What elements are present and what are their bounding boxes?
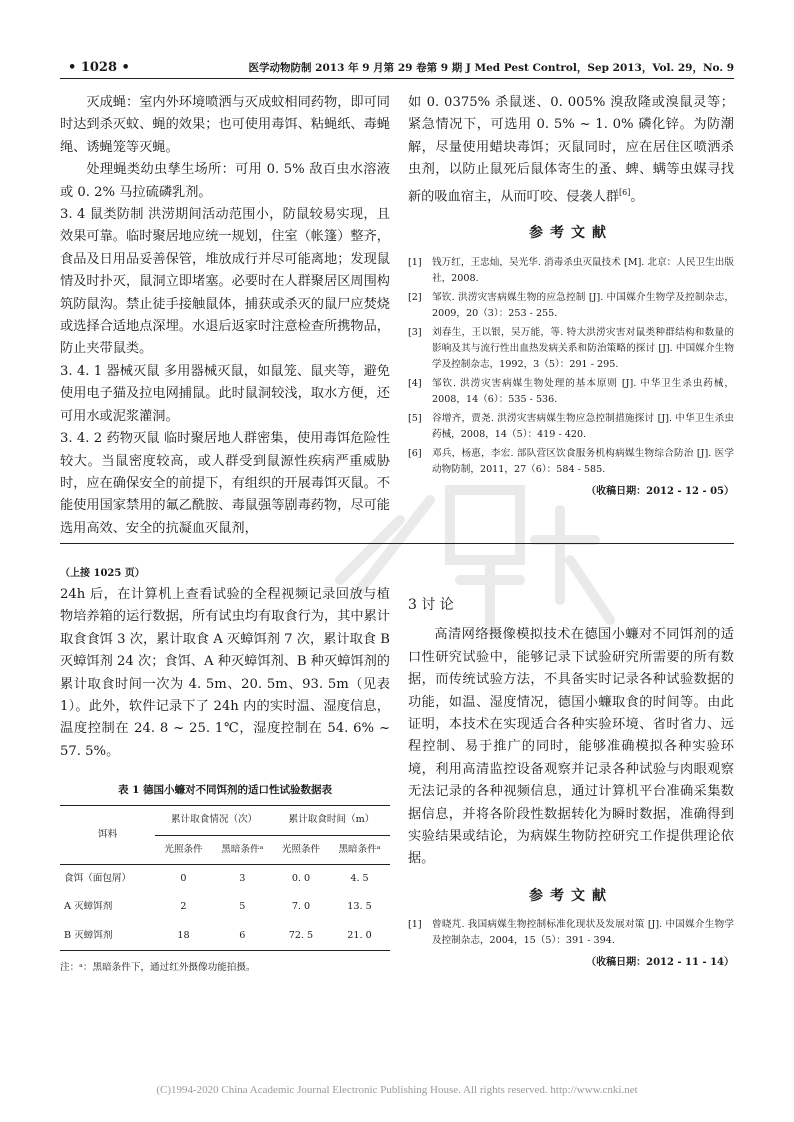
table-note: 注：ᵃ：黑暗条件下，通过红外摄像功能拍摄。	[60, 962, 256, 974]
reference-number: [1]	[408, 919, 422, 931]
reference-number: [5]	[408, 412, 422, 424]
section-3-4-2: 3. 4. 2 药物灭鼠 临时聚居地人群密集，使用毒饵危险性较大。当鼠密度较高，或人群受到鼠源性疾病严重威胁时，应在确保安全的前提下，有组织的开展毒饵灭鼠。不能使用国家禁用的氟乙酰胺、毒鼠强等剧毒药物，尽可能选用高效、安全的抗凝血灭鼠剂，	[60, 431, 390, 536]
reference-text: 刘春生，王以银，吴万能，等. 特大洪涝灾害对鼠类种群结构和数量的影响及其与流行性出血热发病关系和防治策略的探讨 [J]. 中国媒介生物学及控制杂志，1992，3（5）：291 - 295.	[432, 326, 734, 370]
table-row	[60, 893, 390, 921]
reference-number: [6]	[408, 447, 422, 459]
section-3-4-1: 3. 4. 1 器械灭鼠 多用器械灭鼠，如鼠笼、鼠夹等，避免使用电子猫及拉电网捕鼠。此时鼠洞较浅，取水方便，还可用水或泥浆灌洞。	[60, 363, 390, 424]
reference-text: 谷增齐，贾尧. 洪涝灾害病媒生物应急控制措施探讨 [J]. 中华卫生杀虫药械，2008，14（5）：419 - 420.	[432, 412, 734, 440]
reference-item	[408, 255, 734, 287]
reference-text: 邹钦. 洪涝灾害病媒生物处理的基本原则 [J]. 中华卫生杀虫药械，2008，14（6）：535 - 536.	[432, 377, 734, 405]
received-date: （收稿日期：2012 - 11 - 14）	[586, 957, 734, 969]
table-cell: 72. 5	[288, 929, 314, 941]
received-date: （收稿日期：2012 - 12 - 05）	[586, 485, 734, 497]
page-number: • 1028 •	[68, 60, 130, 75]
table-row-header: 饵料	[60, 806, 155, 865]
reference-text: 钱万红，王忠灿，吴光华. 消毒杀虫灭鼠技术 [M]. 北京：人民卫生出版社，2008.	[432, 256, 734, 284]
table-title: 表 1 德国小蠊对不同饵剂的适口性试验数据表	[117, 784, 333, 797]
table-col-header: 光照条件	[273, 835, 329, 864]
reference-number: [3]	[408, 326, 422, 338]
table-cell: 0. 0	[291, 873, 311, 885]
table-cell: 2	[180, 901, 187, 913]
lower-left-column	[60, 566, 390, 980]
table-cell: 5	[239, 901, 246, 913]
reference-item	[408, 376, 734, 408]
citation: [6]	[619, 187, 631, 197]
paragraph	[408, 92, 734, 208]
upper-left-column	[60, 92, 390, 540]
table-row-label: A 灭蟑饵剂	[64, 901, 113, 913]
paragraph: 高清网络摄像模拟技术在德国小蠊对不同饵剂的适口性研究试验中，能够记录下试验研究所需要的所有数据，而传统试验方法，不具备实时记录各种试验数据的功能，如温、湿度情况，德国小蠊取食的时间等。由此证明，本技术在实现适合各种实验环境、省时省力、远程控制、易于推广的同时，能够准确模拟各种实验环境，利用高清监控设备观察并记录各种试验与肉眼观察无法记录的各种视频信息，通过计算机平台准确采集数据信息，并将各阶段性数据转化为瞬时数据，准确得到实验结果或结论，为病媒生物防控研究工作提供理论依据。	[408, 627, 734, 867]
running-header: 医学动物防制 2013 年 9 月第 29 卷第 9 期 J Med Pest Control，Sep 2013，Vol. 29，No. 9	[248, 62, 734, 74]
table-cell: 18	[177, 929, 190, 941]
reference-item	[408, 917, 734, 949]
table-cell: 7. 0	[291, 901, 311, 913]
references-title: 参考文献	[529, 887, 613, 904]
references-title: 参考文献	[529, 225, 613, 242]
paragraph-end: 。	[630, 189, 644, 205]
table-cell: 6	[239, 929, 246, 941]
paragraph: 灭成蝇：室内外环境喷洒与灭成蚊相同药物，即可同时达到杀灭蚊、蝇的效果；也可使用毒饵、粘蝇纸、毒蝇绳、诱蝇笼等灭蝇。	[60, 95, 390, 155]
table-group-header: 累计取食时间（m）	[273, 806, 390, 835]
paragraph: 处理蝇类幼虫孳生场所：可用 0. 5% 敌百虫水溶液或 0. 2% 马拉硫磷乳剂。	[60, 162, 390, 200]
reference-item	[408, 325, 734, 373]
data-table	[60, 805, 390, 951]
table-row	[60, 865, 390, 894]
reference-number: [4]	[408, 377, 422, 389]
section-3-4: 3. 4 鼠类防制 洪涝期间活动范围小，防鼠较易实现，且效果可靠。临时聚居地应统一规划，住室（帐篷）整齐，食品及日用品妥善保管，堆放成行并尽可能离地；发现鼠情及时扑灭，鼠洞立即堵塞。必要时在人群聚居区周围构筑防鼠沟。禁止徒手接触鼠体，捕获或杀灭的鼠尸应焚烧或选择合适地点深埋。水退后返家时注意检查所携物品，防止夹带鼠类。	[60, 207, 390, 357]
header-rule	[60, 78, 734, 79]
upper-right-column	[408, 92, 734, 503]
reference-list	[408, 255, 734, 478]
table-group-header: 累计取食情况（次）	[155, 806, 273, 835]
table-cell: 0	[180, 873, 187, 885]
reference-text: 邓兵，杨惠，李宏. 部队营区饮食服务机构病媒生物综合防治 [J]. 医学动物防制，2011，27（6）：584 - 585.	[432, 447, 734, 475]
table-col-header: 光照条件	[155, 835, 211, 864]
table-col-header: 黑暗条件ᵃ	[329, 835, 390, 864]
reference-text: 邹钦. 洪涝灾害病媒生物的应急控制 [J]. 中国媒介生物学及控制杂志，2009，20（3）：253 - 255.	[432, 291, 734, 319]
reference-number: [2]	[408, 291, 422, 303]
section-heading: 3 讨 论	[408, 597, 454, 613]
reference-number: [1]	[408, 256, 422, 268]
paragraph: 24h 后，在计算机上查看试验的全程视频记录回放与植物培养箱的运行数据，所有试虫均有取食行为，其中累计取食食饵 3 次，累计取食 A 灭蟑饵剂 7 次，累计取食 B 灭蟑饵剂 24 次；食饵、A 种灭蟑饵剂、B 种灭蟑饵剂的累计取食时间一次为 4. 5m、20. 5m、93. 5m（见表 1）。此外，软件记录下了 24h 内的实时温、湿度信息，温度控制在 24. 8 ~ 25. 1℃，湿度控制在 54. 6% ~ 57. 5%。	[60, 587, 390, 759]
table-row-label: 食饵（面包屑）	[64, 873, 132, 885]
table-col-header: 黑暗条件ᵃ	[212, 835, 273, 864]
table-cell: 13. 5	[347, 901, 372, 913]
table-cell: 4. 5	[350, 873, 369, 885]
reference-text: 曾晓芃. 我国病媒生物控制标准化现状及发展对策 [J]. 中国媒介生物学及控制杂志，2004，15（5）：391 - 394.	[432, 919, 734, 947]
reference-list	[408, 917, 734, 949]
table-cell: 3	[239, 873, 246, 885]
lower-right-column	[408, 594, 734, 975]
table-row-label: B 灭蟑饵剂	[64, 929, 113, 941]
paragraph-text: 如 0. 0375% 杀鼠迷、0. 005% 溴敌隆或溴鼠灵等；紧急情况下，可选用 0. 5% ~ 1. 0% 磷化锌。为防潮解，尽量使用蜡块毒饵；灭鼠同时，应在居住区喷洒杀虫剂，以防止鼠死后鼠体寄生的蚤、蜱、螨等虫媒寻找新的吸血宿主，从而叮咬、侵袭人群	[408, 95, 734, 205]
table-cell: 21. 0	[347, 929, 372, 941]
copyright-footer: (C)1994-2020 China Academic Journal Electronic Publishing House. All rights reserved. http://www.cnki.net	[156, 1084, 638, 1096]
section-divider	[60, 543, 734, 544]
reference-item	[408, 290, 734, 322]
reference-item	[408, 446, 734, 478]
reference-item	[408, 411, 734, 443]
continued-note: （上接 1025 页）	[60, 568, 145, 579]
table-row	[60, 922, 390, 951]
